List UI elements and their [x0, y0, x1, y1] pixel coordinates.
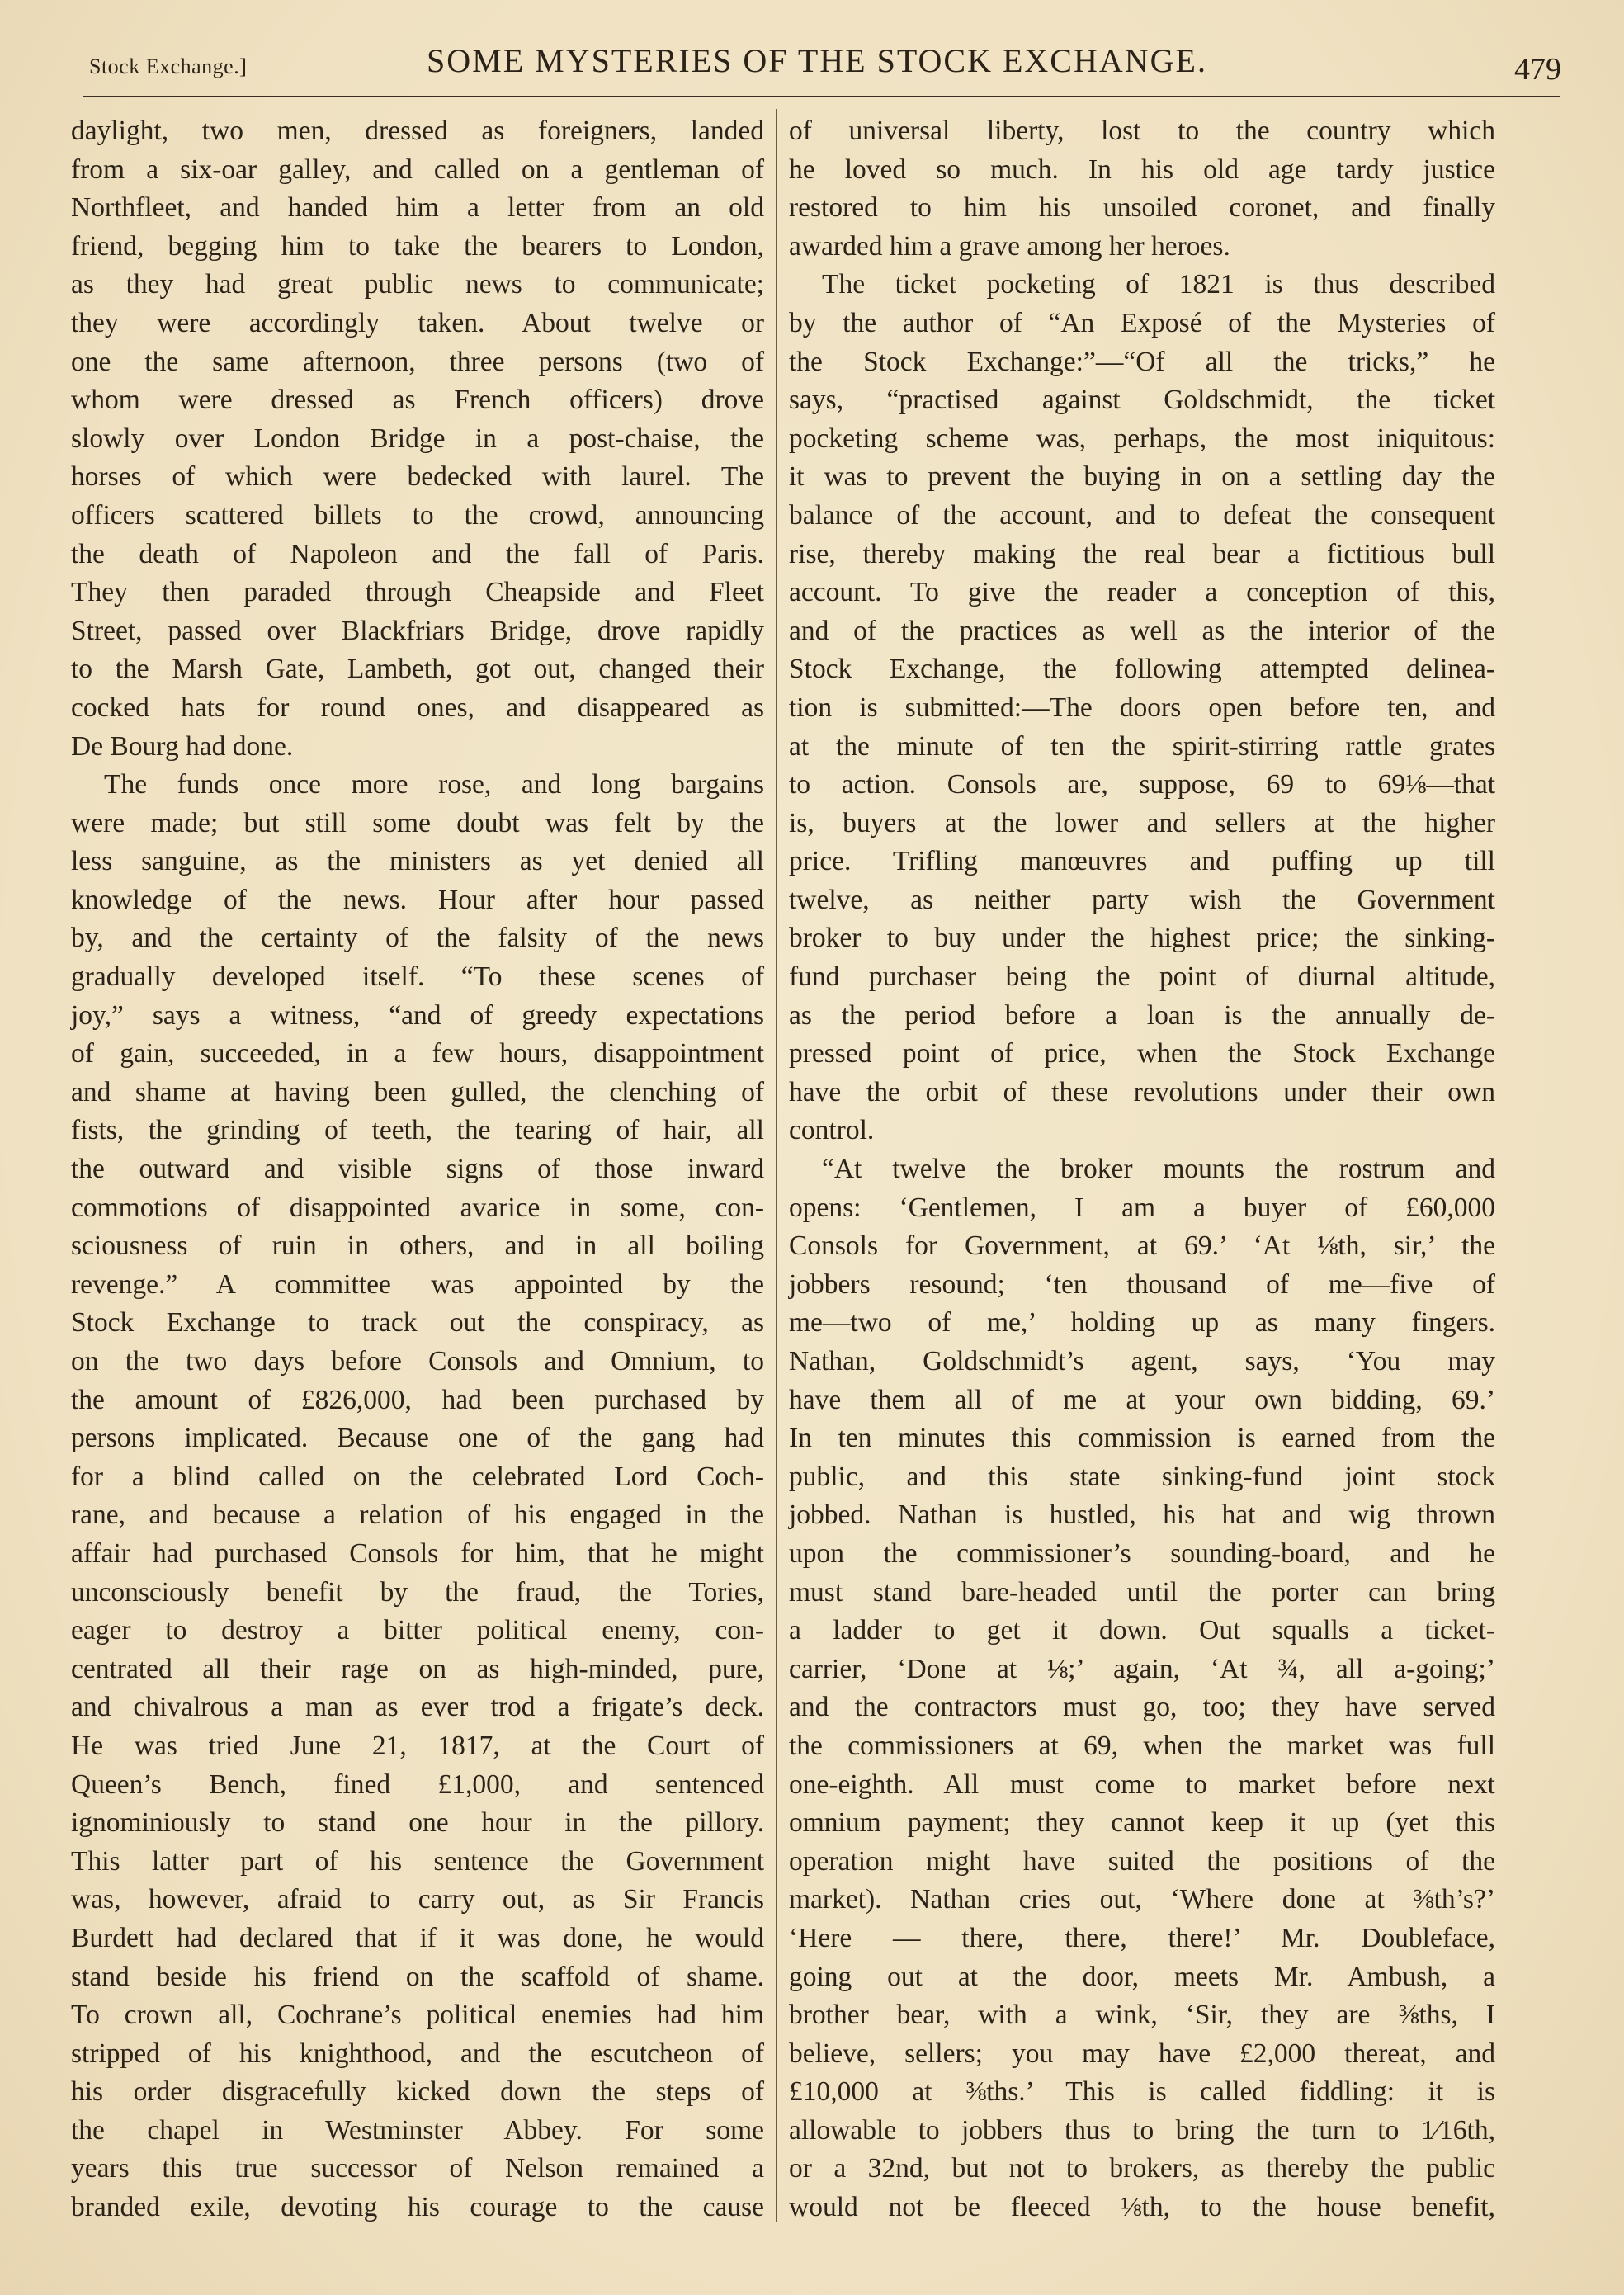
- running-header: [66, 40, 1568, 99]
- text-line: would not be fleeced ⅛th, to the house benefit,: [789, 2192, 1495, 2223]
- text-line: price. Trifling manœuvres and puffing up till: [789, 846, 1495, 877]
- text-line: a ladder to get it down. Out squalls a ticket-: [789, 1615, 1495, 1646]
- text-line: jobbers resound; ‘ten thousand of me—five of: [789, 1268, 1495, 1300]
- text-line: gradually developed itself. “To these scenes of: [71, 961, 764, 993]
- text-line: eager to destroy a bitter political enemy, con-: [71, 1615, 764, 1646]
- text-line: Nathan, Goldschmidt’s agent, says, ‘You may: [789, 1346, 1495, 1377]
- text-line: says, “practised against Goldschmidt, the ticket: [789, 385, 1495, 416]
- text-line: ignominiously to stand one hour in the pillory.: [71, 1807, 764, 1839]
- text-line: and the contractors must go, too; they have served: [789, 1692, 1495, 1723]
- text-line: brother bear, with a wink, ‘Sir, they are ⅜ths, I: [789, 2000, 1495, 2031]
- text-line: he loved so much. In his old age tardy justice: [789, 153, 1495, 185]
- text-line: De Bourg had done.: [71, 730, 294, 762]
- text-line: balance of the account, and to defeat the consequent: [789, 499, 1495, 531]
- text-line: branded exile, devoting his courage to the cause: [71, 2192, 764, 2223]
- text-line: the outward and visible signs of those inward: [71, 1154, 764, 1185]
- text-line: centrated all their rage on as high-minded, pure,: [71, 1653, 764, 1684]
- text-line: cocked hats for round ones, and disappeared as: [71, 692, 764, 723]
- text-line: to action. Consols are, suppose, 69 to 69⅛—that: [789, 769, 1495, 800]
- text-line: have the orbit of these revolutions under their own: [789, 1076, 1495, 1107]
- text-line: the commissioners at 69, when the market was full: [789, 1730, 1495, 1761]
- text-line: sciousness of ruin in others, and in all boiling: [71, 1230, 764, 1262]
- text-line: to the Marsh Gate, Lambeth, got out, changed their: [71, 654, 764, 685]
- text-line: They then paraded through Cheapside and Fleet: [71, 577, 764, 608]
- text-line: the death of Napoleon and the fall of Paris.: [71, 538, 764, 569]
- text-line: persons implicated. Because one of the gang had: [71, 1423, 764, 1454]
- text-line: it was to prevent the buying in on a settling day the: [789, 461, 1495, 493]
- text-line: affair had purchased Consols for him, that he might: [71, 1537, 764, 1569]
- text-line: on the two days before Consols and Omnium, to: [71, 1346, 764, 1377]
- header-rule: [83, 96, 1560, 97]
- text-line: have them all of me at your own bidding, 69.’: [789, 1384, 1495, 1415]
- text-line: unconsciously benefit by the fraud, the Tories,: [71, 1576, 764, 1608]
- text-line: stand beside his friend on the scaffold of shame.: [71, 1961, 764, 1992]
- text-line: opens: ‘Gentlemen, I am a buyer of £60,000: [789, 1192, 1495, 1223]
- text-line: Stock Exchange, the following attempted delinea-: [789, 654, 1495, 685]
- text-line: one-eighth. All must come to market before next: [789, 1768, 1495, 1800]
- text-line: the amount of £826,000, had been purchased by: [71, 1384, 764, 1415]
- text-line: restored to him his unsoiled coronet, and finally: [789, 192, 1495, 224]
- text-line: pocketing scheme was, perhaps, the most iniquitous:: [789, 423, 1495, 454]
- text-line: and shame at having been gulled, the clenching of: [71, 1076, 764, 1107]
- text-line: and of the practices as well as the interior of the: [789, 615, 1495, 646]
- text-line: from a six-oar galley, and called on a gentleman of: [71, 153, 764, 185]
- text-line: control.: [789, 1115, 875, 1146]
- text-line: me—two of me,’ holding up as many fingers.: [789, 1307, 1495, 1339]
- text-line: one the same afternoon, three persons (two of: [71, 346, 764, 377]
- text-line: less sanguine, as the ministers as yet denied all: [71, 846, 764, 877]
- text-line: public, and this state sinking-fund joint stock: [789, 1461, 1495, 1492]
- left-column: [71, 112, 764, 2227]
- text-line: The ticket pocketing of 1821 is thus described: [822, 269, 1495, 300]
- text-line: upon the commissioner’s sounding-board, and he: [789, 1537, 1495, 1569]
- text-line: were made; but still some doubt was felt by the: [71, 807, 764, 838]
- text-line: the chapel in Westminster Abbey. For some: [71, 2114, 764, 2146]
- text-line: rane, and because a relation of his engaged in the: [71, 1499, 764, 1531]
- text-line: believe, sellers; you may have £2,000 thereat, and: [789, 2038, 1495, 2069]
- text-line: Queen’s Bench, fined £1,000, and sentenced: [71, 1768, 764, 1800]
- text-line: Northfleet, and handed him a letter from an old: [71, 192, 764, 224]
- right-column: [789, 112, 1495, 2227]
- text-line: Street, passed over Blackfriars Bridge, drove rapidly: [71, 615, 764, 646]
- text-line: omnium payment; they cannot keep it up (yet this: [789, 1807, 1495, 1839]
- text-line: they were accordingly taken. About twelve or: [71, 307, 764, 338]
- text-line: Consols for Government, at 69.’ ‘At ⅛th, sir,’ the: [789, 1230, 1495, 1262]
- text-line: allowable to jobbers thus to bring the turn to 1⁄16th,: [789, 2114, 1495, 2146]
- text-line: revenge.” A committee was appointed by the: [71, 1268, 764, 1300]
- text-line: of universal liberty, lost to the country which: [789, 116, 1495, 146]
- text-line: stripped of his knighthood, and the escutcheon of: [71, 2038, 764, 2069]
- text-line: jobbed. Nathan is hustled, his hat and wig thrown: [789, 1499, 1495, 1531]
- text-line: pressed point of price, when the Stock Exchange: [789, 1038, 1495, 1070]
- text-line: horses of which were bedecked with laurel. The: [71, 461, 764, 493]
- text-line: or a 32nd, but not to brokers, as thereby the public: [789, 2153, 1495, 2184]
- text-line: In ten minutes this commission is earned from the: [789, 1423, 1495, 1454]
- text-line: joy,” says a witness, “and of greedy expectations: [71, 999, 764, 1031]
- text-line: by, and the certainty of the falsity of the news: [71, 923, 764, 954]
- text-line: £10,000 at ⅜ths.’ This is called fiddling: it is: [789, 2076, 1495, 2108]
- page-number: 479: [1514, 52, 1561, 87]
- text-line: officers scattered billets to the crowd, announcing: [71, 499, 764, 531]
- text-line: knowledge of the news. Hour after hour passed: [71, 884, 764, 915]
- text-line: rise, thereby making the real bear a fictitious bull: [789, 538, 1495, 569]
- text-line: He was tried June 21, 1817, at the Court of: [71, 1730, 764, 1761]
- text-line: This latter part of his sentence the Government: [71, 1845, 764, 1877]
- text-line: fists, the grinding of teeth, the tearing of hair, all: [71, 1115, 764, 1146]
- text-line: daylight, two men, dressed as foreigners, landed: [71, 116, 764, 146]
- text-line: years this true successor of Nelson remained a: [71, 2153, 764, 2184]
- text-line: is, buyers at the lower and sellers at the higher: [789, 807, 1495, 838]
- text-line: ‘Here — there, there, there!’ Mr. Doubleface,: [789, 1922, 1495, 1953]
- column-divider: [776, 109, 777, 2222]
- text-line: was, however, afraid to carry out, as Sir Francis: [71, 1884, 764, 1915]
- text-line: The funds once more rose, and long bargains: [104, 769, 764, 800]
- text-line: Stock Exchange to track out the conspiracy, as: [71, 1307, 764, 1339]
- text-line: at the minute of ten the spirit-stirring rattle grates: [789, 730, 1495, 762]
- text-line: account. To give the reader a conception of this,: [789, 577, 1495, 608]
- page-title: SOME MYSTERIES OF THE STOCK EXCHANGE.: [427, 42, 1207, 79]
- text-line: friend, begging him to take the bearers to London,: [71, 230, 764, 262]
- text-line: commotions of disappointed avarice in some, con-: [71, 1192, 764, 1223]
- text-line: twelve, as neither party wish the Government: [789, 884, 1495, 915]
- text-line: fund purchaser being the point of diurnal altitude,: [789, 961, 1495, 993]
- text-line: must stand bare-headed until the porter can bring: [789, 1576, 1495, 1608]
- text-line: carrier, ‘Done at ⅛;’ again, ‘At ¾, all a-going;’: [789, 1653, 1495, 1684]
- text-line: broker to buy under the highest price; the sinking-: [789, 923, 1495, 954]
- text-line: the Stock Exchange:”—“Of all the tricks,” he: [789, 346, 1495, 377]
- text-line: Burdett had declared that if it was done, he would: [71, 1922, 764, 1953]
- text-line: going out at the door, meets Mr. Ambush, a: [789, 1961, 1495, 1992]
- text-line: for a blind called on the celebrated Lord Coch-: [71, 1461, 764, 1492]
- text-line: whom were dressed as French officers) drove: [71, 385, 764, 416]
- text-line: and chivalrous a man as ever trod a frigate’s deck.: [71, 1692, 764, 1723]
- text-line: by the author of “An Exposé of the Mysteries of: [789, 307, 1495, 338]
- text-line: To crown all, Cochrane’s political enemies had him: [71, 2000, 764, 2031]
- text-line: his order disgracefully kicked down the steps of: [71, 2076, 764, 2108]
- text-line: “At twelve the broker mounts the rostrum and: [822, 1154, 1495, 1185]
- text-line: slowly over London Bridge in a post-chaise, the: [71, 423, 764, 454]
- text-line: awarded him a grave among her heroes.: [789, 230, 1230, 262]
- text-line: of gain, succeeded, in a few hours, disappointment: [71, 1038, 764, 1070]
- text-line: operation might have suited the positions of the: [789, 1845, 1495, 1877]
- text-line: market). Nathan cries out, ‘Where done at ⅜th’s?’: [789, 1884, 1495, 1915]
- text-line: as the period before a loan is the annually de-: [789, 999, 1495, 1031]
- text-line: as they had great public news to communicate;: [71, 269, 764, 300]
- section-label: Stock Exchange.]: [89, 54, 248, 78]
- text-line: tion is submitted:—The doors open before ten, and: [789, 692, 1495, 723]
